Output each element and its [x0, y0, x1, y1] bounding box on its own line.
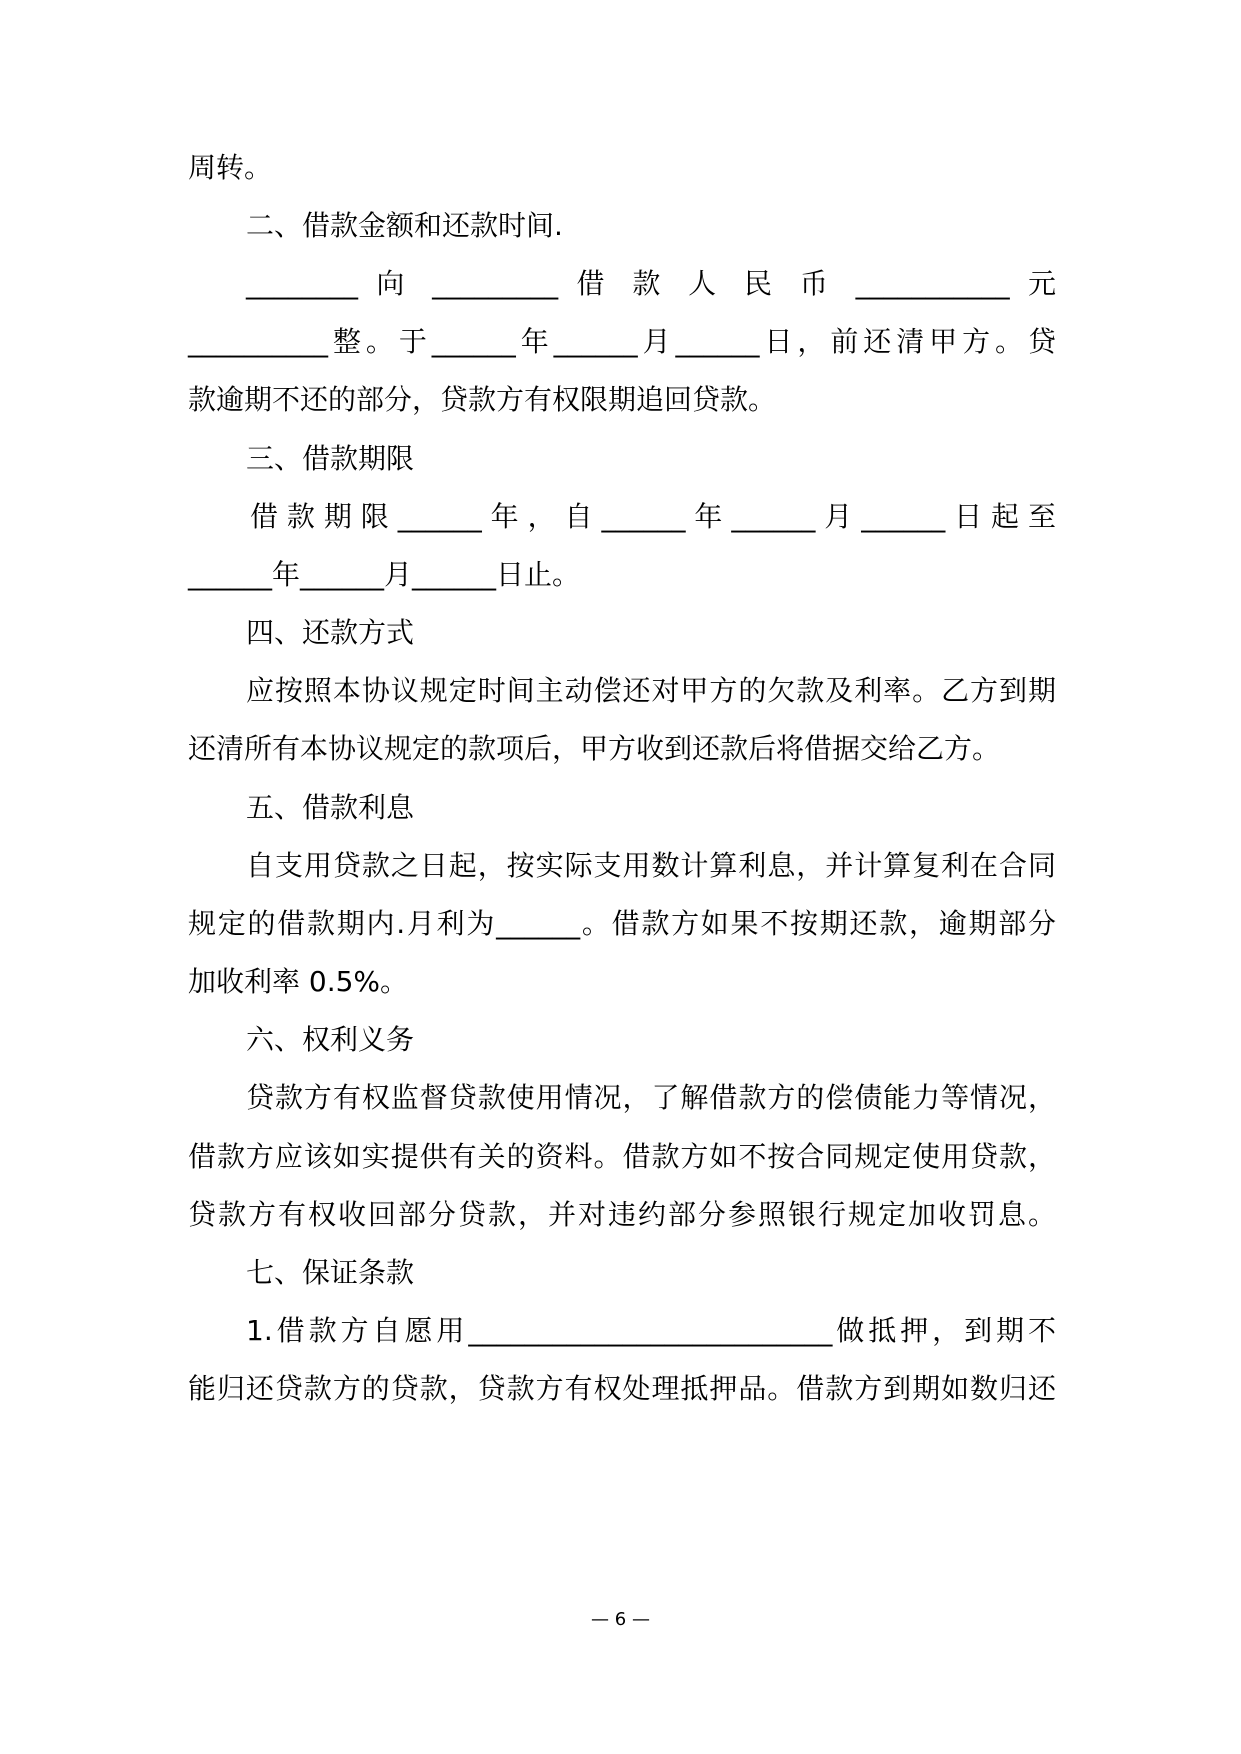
page-number: — 6 — — [591, 1609, 650, 1630]
text-line: 贷款方有权监督贷款使用情况，了解借款方的偿债能力等情况， — [246, 1081, 1056, 1114]
text-line: 规定的借款期内.月利为______。借款方如果不按期还款，逾期部分 — [188, 907, 1056, 940]
text-line: 周转。 — [188, 151, 273, 184]
section-heading: 六、权利义务 — [246, 1023, 415, 1056]
section-heading: 三、借款期限 — [246, 442, 415, 475]
section-heading: 四、还款方式 — [246, 616, 415, 649]
section-heading: 二、借款金额和还款时间. — [246, 209, 563, 242]
text-line: 还清所有本协议规定的款项后，甲方收到还款后将借据交给乙方。 — [188, 732, 1001, 765]
text-line: 自支用贷款之日起，按实际支用数计算利息，并计算复利在合同 — [246, 849, 1056, 882]
section-heading: 五、借款利息 — [246, 791, 415, 824]
text-line: 能归还贷款方的贷款，贷款方有权处理抵押品。借款方到期如数归还 — [188, 1372, 1056, 1405]
text-line: 应按照本协议规定时间主动偿还对甲方的欠款及利率。乙方到期 — [246, 674, 1056, 707]
text-line: __________整。于______年______月______日，前还清甲方。贷 — [188, 325, 1056, 358]
text-line: 借款方应该如实提供有关的资料。借款方如不按合同规定使用贷款， — [188, 1140, 1056, 1173]
text-line: 款逾期不还的部分，贷款方有权限期追回贷款。 — [188, 383, 777, 416]
text-line: ________ 向 _________ 借 款 人 民 币 ___________ 元 — [246, 267, 1056, 300]
text-line: 加收利率 0.5%。 — [188, 965, 409, 998]
section-heading: 七、保证条款 — [246, 1256, 415, 1289]
text-line: 借款期限______年，自______年______月______日起至 — [250, 500, 1056, 533]
text-line: ______年______月______日止。 — [188, 558, 581, 591]
text-line: 1.借款方自愿用__________________________做抵押，到期不 — [246, 1314, 1056, 1347]
text-line: 贷款方有权收回部分贷款，并对违约部分参照银行规定加收罚息。 — [188, 1198, 1056, 1231]
